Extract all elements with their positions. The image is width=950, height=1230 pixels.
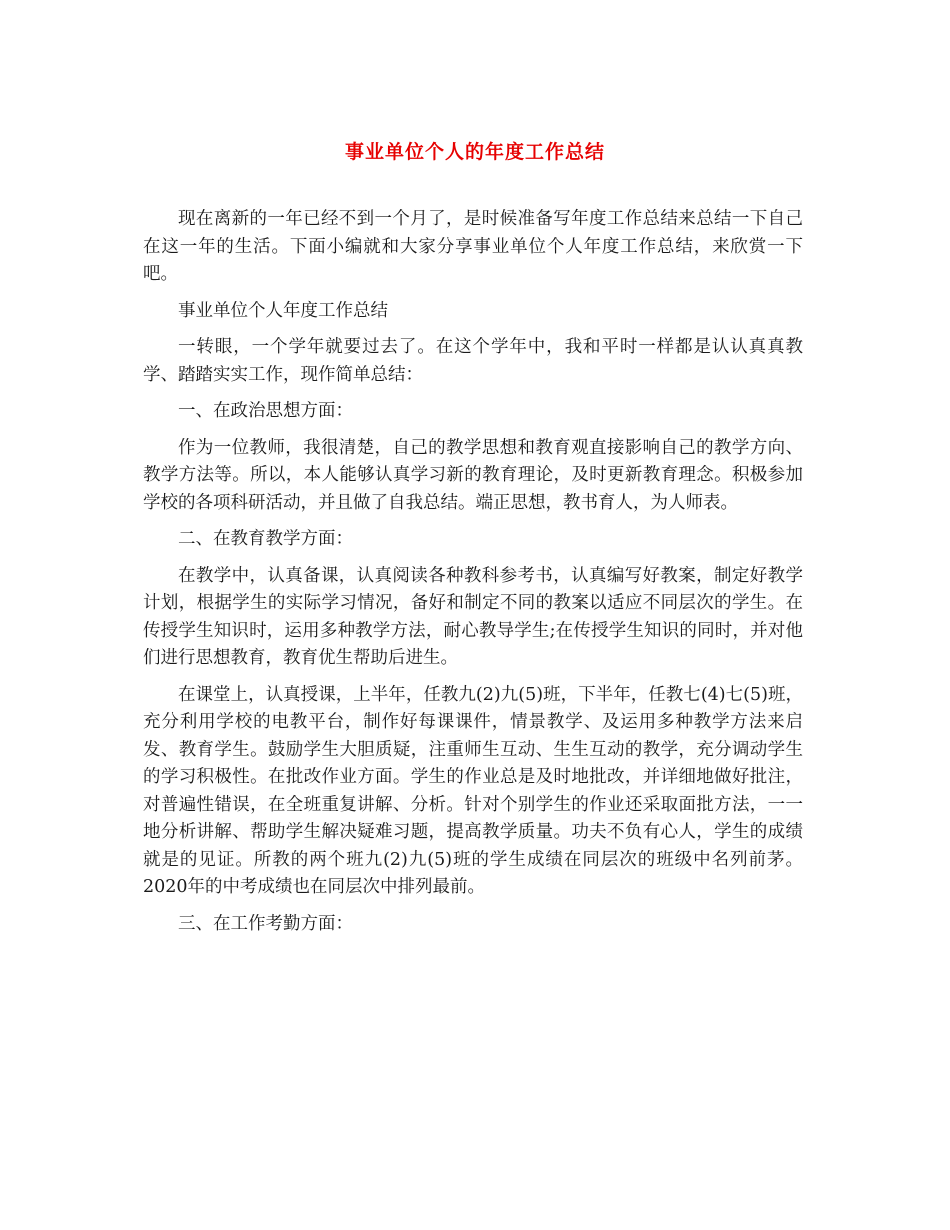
paragraph-teaching: 在教学中，认真备课，认真阅读各种教科参考书，认真编写好教案，制定好教学计划，根据学生的实际学习情况，备好和制定不同的教案以适应不同层次的学生。在传授学生知识时，运用多种教学方法，耐心教导学生;在传授学生知识的同时，并对他们进行思想教育，教育优生帮助后进生。 — [143, 565, 803, 668]
paragraph-intro: 现在离新的一年已经不到一个月了，是时候准备写年度工作总结来总结一下自己在这一年的生活。下面小编就和大家分享事业单位个人年度工作总结，来欣赏一下吧。 — [143, 209, 803, 284]
paragraph-politics: 作为一位教师，我很清楚，自己的教学思想和教育观直接影响自己的教学方向、教学方法等。所以，本人能够认真学习新的教育理论，及时更新教育理念。积极参加学校的各项科研活动，并且做了自我总结。端正思想，教书育人，为人师表。 — [143, 437, 803, 513]
section-heading-politics: 一、在政治思想方面： — [178, 401, 353, 421]
paragraph-subtitle: 事业单位个人年度工作总结 — [178, 300, 388, 321]
paragraph-classroom: 在课堂上，认真授课，上半年，任教九(2)九(5)班，下半年，任教七(4)七(5)班，充分利用学校的电教平台，制作好每课课件，情景教学、及运用多种教学方法来启发、教育学生。鼓励学生大胆质疑，注重师生互动、生生互动的教学，充分调动学生的学习积极性。在批改作业方面。学生的作业总是及时地批改，并详细地做好批注，对普遍性错误，在全班重复讲解、分析。针对个别学生的作业还采取面批方法，一一地分析讲解、帮助学生解决疑难习题，提高教学质量。功夫不负有心人，学生的成绩就是的见证。所教的两个班九(2)九(5)班的学生成绩在同层次的班级中名列前茅。2020年的中考成绩也在同层次中排列最前。 — [143, 684, 803, 897]
document-body — [143, 206, 803, 947]
section-heading-attendance: 三、在工作考勤方面： — [178, 913, 353, 934]
paragraph-opening: 一转眼，一个学年就要过去了。在这个学年中，我和平时一样都是认认真真教学、踏踏实实工作，现作简单总结： — [143, 337, 803, 385]
section-heading-teaching: 二、在教育教学方面： — [178, 529, 353, 549]
document-title: 事业单位个人的年度工作总结 — [344, 141, 605, 163]
